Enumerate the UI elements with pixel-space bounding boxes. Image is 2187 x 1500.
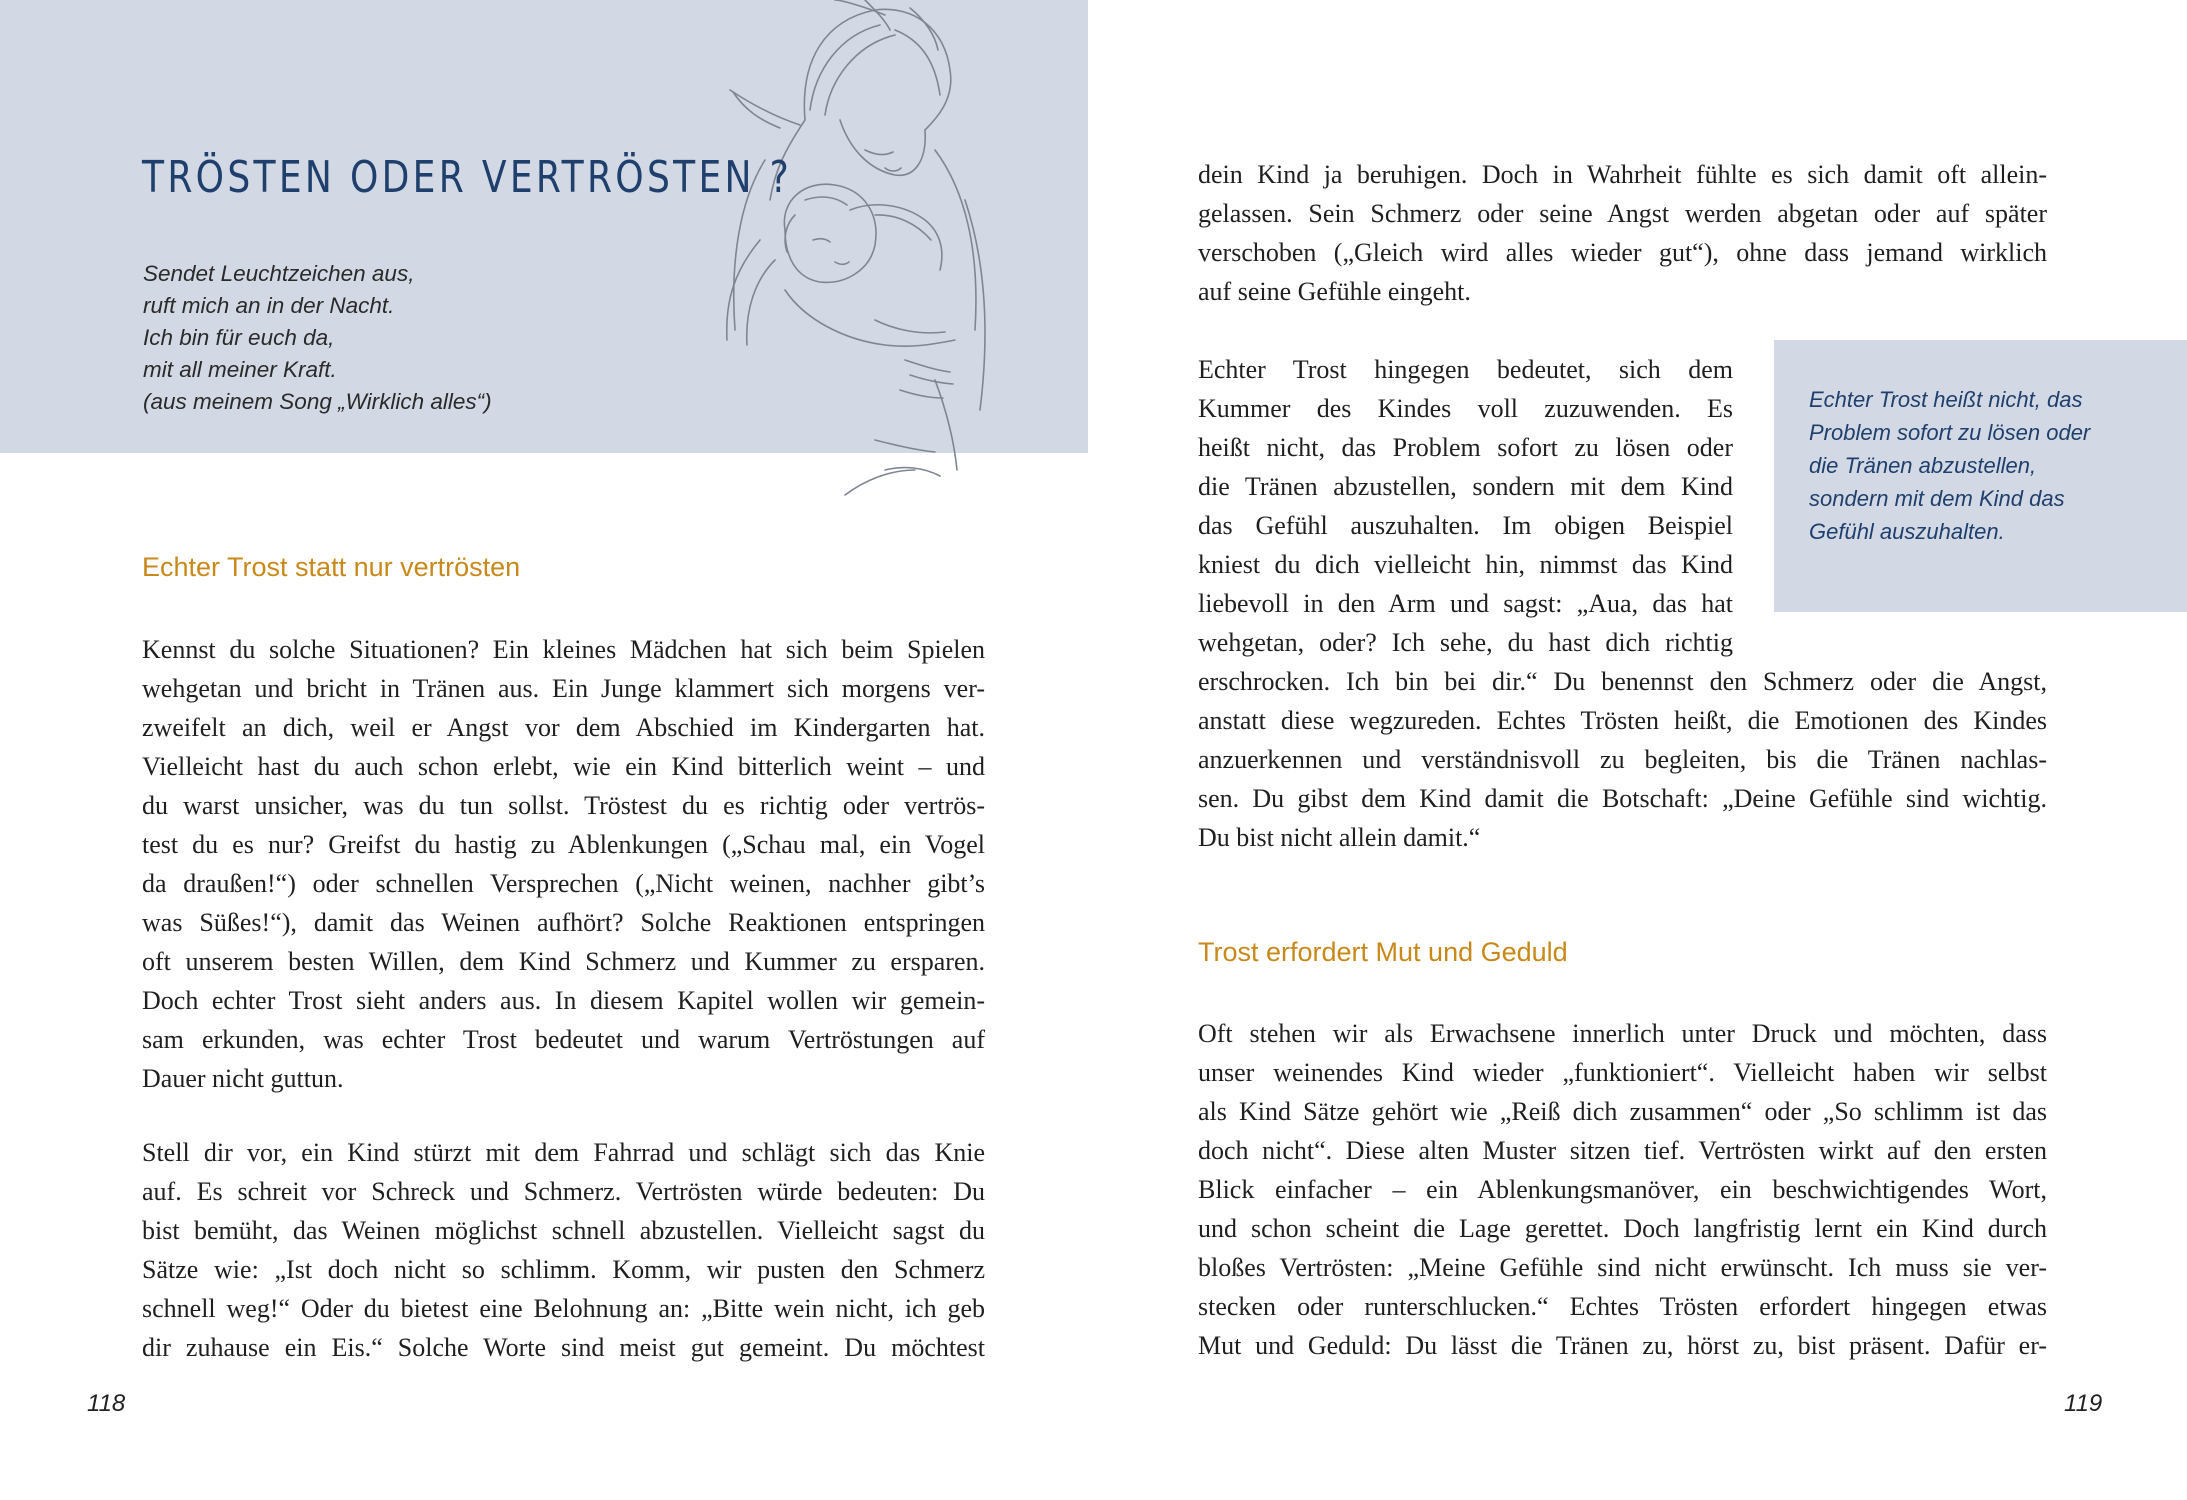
text-line: die Tränen abzustellen, sondern mit dem Kind	[1198, 472, 1733, 501]
text-line: Blick einfacher – ein Ablenkungsmanöver, ein beschwichtigendes Wort,	[1198, 1175, 2047, 1204]
page-number: 118	[87, 1390, 126, 1417]
text-line: da draußen!“) oder schnellen Versprechen („Nicht weinen, nachher gibt’s	[142, 869, 985, 898]
body-paragraph	[142, 1133, 985, 1367]
left-page	[0, 0, 1093, 1500]
text-line: das Gefühl auszuhalten. Im obigen Beispiel	[1198, 511, 1733, 540]
text-line: Kummer des Kindes voll zuzuwenden. Es	[1198, 394, 1733, 423]
pull-quote-line: die Tränen abzustellen,	[1809, 453, 2037, 478]
text-line: auf. Es schreit vor Schreck und Schmerz. Vertrösten würde bedeuten: Du	[142, 1177, 985, 1206]
body-paragraph	[1198, 155, 2047, 311]
text-line: Dauer nicht guttun.	[142, 1064, 344, 1093]
pull-quote-line: Gefühl auszuhalten.	[1809, 519, 2005, 544]
text-line: verschoben („Gleich wird alles wieder gut“), ohne dass jemand wirklich	[1198, 238, 2047, 267]
text-line: anzuerkennen und verständnisvoll zu begleiten, bis die Tränen nachlas-	[1198, 745, 2047, 774]
body-paragraph-narrow	[1198, 350, 1733, 662]
page-number: 119	[2064, 1390, 2103, 1417]
text-line: zweifelt an dich, weil er Angst vor dem Abschied im Kindergarten hat.	[142, 713, 985, 742]
text-line: Echter Trost hingegen bedeutet, sich dem	[1198, 355, 1733, 384]
epigraph-line: mit all meiner Kraft.	[143, 357, 337, 382]
parent-hugging-child-illustration	[635, 0, 1055, 500]
epigraph-line: (aus meinem Song „Wirklich alles“)	[143, 389, 492, 414]
body-paragraph	[1198, 1014, 2047, 1365]
text-line: kniest du dich vielleicht hin, nimmst das Kind	[1198, 550, 1733, 579]
text-line: bist bemüht, das Weinen möglichst schnell abzustellen. Vielleicht sagst du	[142, 1216, 985, 1245]
text-line: wehgetan und bricht in Tränen aus. Ein Junge klammert sich morgens ver-	[142, 674, 985, 703]
text-line: Stell dir vor, ein Kind stürzt mit dem Fahrrad und schlägt sich das Knie	[142, 1138, 985, 1167]
text-line: gelassen. Sein Schmerz oder seine Angst werden abgetan oder auf später	[1198, 199, 2047, 228]
text-line: wehgetan, oder? Ich sehe, du hast dich richtig	[1198, 628, 1733, 657]
text-line: oft unserem besten Willen, dem Kind Schmerz und Kummer zu ersparen.	[142, 947, 985, 976]
text-line: Oft stehen wir als Erwachsene innerlich unter Druck und möchten, dass	[1198, 1019, 2047, 1048]
pull-quote-text	[1809, 383, 2090, 548]
chapter-title: TRÖSTEN ODER VERTRÖSTEN ?	[142, 152, 793, 203]
text-line: dir zuhause ein Eis.“ Solche Worte sind meist gut gemeint. Du möchtest	[142, 1333, 985, 1362]
text-line: unser weinendes Kind wieder „funktioniert“. Vielleicht haben wir selbst	[1198, 1058, 2047, 1087]
epigraph-line: ruft mich an in der Nacht.	[143, 293, 395, 318]
text-line: schnell weg!“ Oder du bietest eine Belohnung an: „Bitte wein nicht, ich geb	[142, 1294, 985, 1323]
text-line: dein Kind ja beruhigen. Doch in Wahrheit fühlte es sich damit oft allein-	[1198, 160, 2047, 189]
body-paragraph	[1198, 662, 2047, 857]
text-line: erschrocken. Ich bin bei dir.“ Du benennst den Schmerz oder die Angst,	[1198, 667, 2047, 696]
text-line: Du bist nicht allein damit.“	[1198, 823, 1481, 852]
text-line: doch nicht“. Diese alten Muster sitzen tief. Vertrösten wirkt auf den ersten	[1198, 1136, 2047, 1165]
text-line: test du es nur? Greifst du hastig zu Ablenkungen („Schau mal, ein Vogel	[142, 830, 985, 859]
text-line: Kennst du solche Situationen? Ein kleines Mädchen hat sich beim Spielen	[142, 635, 985, 664]
text-line: sam erkunden, was echter Trost bedeutet und warum Vertröstungen auf	[142, 1025, 985, 1054]
pull-quote-line: sondern mit dem Kind das	[1809, 486, 2065, 511]
text-line: was Süßes!“), damit das Weinen aufhört? Solche Reaktionen entspringen	[142, 908, 985, 937]
text-line: du warst unsicher, was du tun sollst. Tröstest du es richtig oder vertrös-	[142, 791, 985, 820]
epigraph-line: Sendet Leuchtzeichen aus,	[143, 261, 415, 286]
text-line: Vielleicht hast du auch schon erlebt, wie ein Kind bitterlich weint – und	[142, 752, 985, 781]
section-heading: Trost erfordert Mut und Geduld	[1198, 937, 1568, 967]
epigraph	[143, 258, 492, 418]
epigraph-line: Ich bin für euch da,	[143, 325, 335, 350]
text-line: stecken oder runterschlucken.“ Echtes Trösten erfordert hingegen etwas	[1198, 1292, 2047, 1321]
pull-quote-line: Problem sofort zu lösen oder	[1809, 420, 2091, 445]
text-line: liebevoll in den Arm und sagst: „Aua, das hat	[1198, 589, 1733, 618]
text-line: anstatt diese wegzureden. Echtes Trösten heißt, die Emotionen des Kindes	[1198, 706, 2047, 735]
text-line: als Kind Sätze gehört wie „Reiß dich zusammen“ oder „So schlimm ist das	[1198, 1097, 2047, 1126]
pull-quote-line: Echter Trost heißt nicht, das	[1809, 387, 2083, 412]
text-line: sen. Du gibst dem Kind damit die Botschaft: „Deine Gefühle sind wichtig.	[1198, 784, 2047, 813]
pull-quote-box	[1774, 340, 2187, 612]
text-line: auf seine Gefühle eingeht.	[1198, 277, 1471, 306]
section-heading: Echter Trost statt nur vertrösten	[142, 552, 521, 582]
text-line: heißt nicht, das Problem sofort zu lösen oder	[1198, 433, 1733, 462]
text-line: Mut und Geduld: Du lässt die Tränen zu, hörst zu, bist präsent. Dafür er-	[1198, 1331, 2047, 1360]
text-line: bloßes Vertrösten: „Meine Gefühle sind nicht erwünscht. Ich muss sie ver-	[1198, 1253, 2047, 1282]
text-line: und schon scheint die Lage gerettet. Doch langfristig lernt ein Kind durch	[1198, 1214, 2047, 1243]
text-line: Sätze wie: „Ist doch nicht so schlimm. Komm, wir pusten den Schmerz	[142, 1255, 985, 1284]
body-paragraph	[142, 630, 985, 1098]
text-line: Doch echter Trost sieht anders aus. In diesem Kapitel wollen wir gemein-	[142, 986, 985, 1015]
